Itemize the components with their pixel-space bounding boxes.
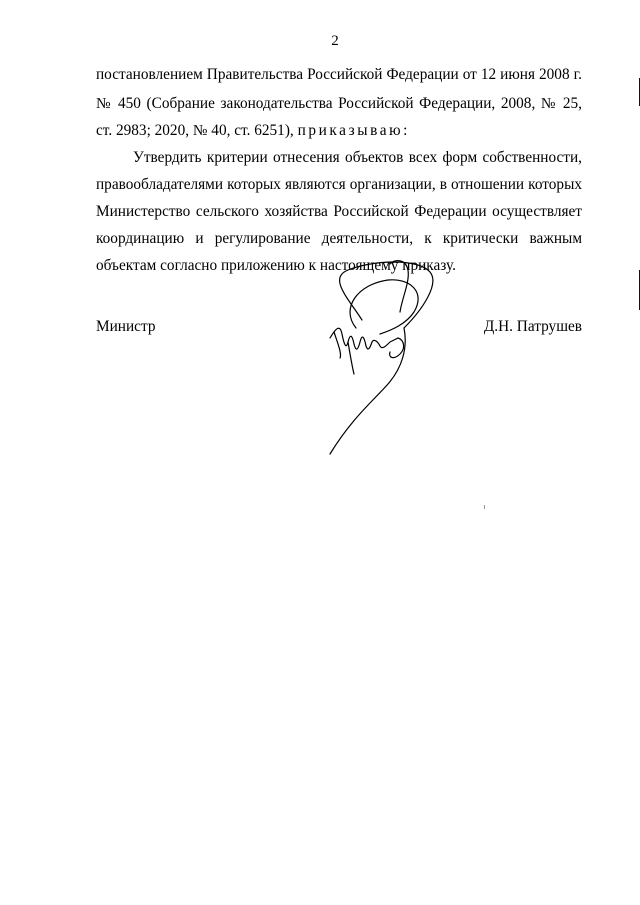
body-line-7: координацию и регулирование деятельности, к критически важным — [96, 230, 582, 247]
page-number: 2 — [331, 33, 339, 49]
scan-speck — [484, 505, 485, 509]
signatory-name: Д.Н. Патрушев — [483, 318, 582, 335]
body-line-2: № 450 (Собрание законодательства Российской Федерации, 2008, № 25, — [96, 95, 582, 112]
body-line-4: Утвердить критерии отнесения объектов всех форм собственности, — [133, 149, 582, 166]
body-line-6: Министерство сельского хозяйства Российской Федерации осуществляет — [96, 203, 582, 220]
body-line-5: правообладателями которых являются организации, в отношении которых — [96, 176, 582, 193]
order-word: приказываю: — [297, 122, 410, 139]
body-line-3 — [96, 122, 582, 140]
handwritten-signature — [318, 258, 448, 458]
body-line-8: объектам согласно приложению к настоящему приказу. — [96, 257, 456, 274]
body-line-3-text: ст. 2983; 2020, № 40, ст. 6251), — [96, 122, 294, 139]
body-line-1: постановлением Правительства Российской Федерации от 12 июня 2008 г. — [96, 66, 582, 83]
minister-title: Министр — [96, 318, 156, 335]
